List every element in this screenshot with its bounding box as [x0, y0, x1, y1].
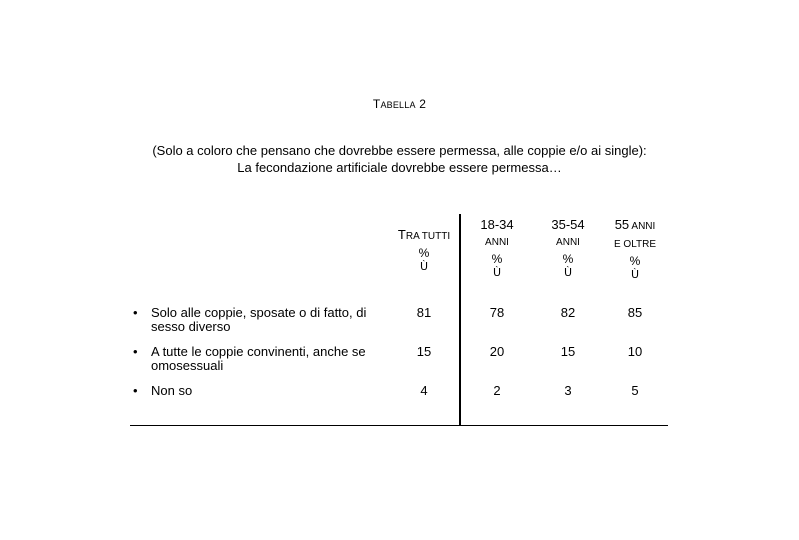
- cell-55-plus: 10: [627, 344, 643, 359]
- bullet-icon: •: [133, 383, 138, 398]
- cell-18-34: 78: [489, 305, 505, 320]
- column-header-55-plus: 55 ANNI E OLTRE % Ù: [600, 218, 670, 282]
- cell-35-54: 82: [560, 305, 576, 320]
- bullet-icon: •: [133, 305, 138, 320]
- cell-35-54: 15: [560, 344, 576, 359]
- row-label: Solo alle coppie, sposate o di fatto, di sesso diverso: [151, 305, 367, 334]
- column-symbol: Ù: [492, 266, 502, 279]
- column-header-35-54: 35-54 ANNI % Ù: [541, 218, 595, 280]
- cell-55-plus: 85: [627, 305, 643, 320]
- row-label: A tutte le coppie convinenti, anche se omosessuali: [151, 344, 366, 373]
- column-symbol: Ù: [419, 260, 429, 273]
- column-symbol: Ù: [630, 268, 640, 281]
- bullet-icon: •: [133, 344, 138, 359]
- cell-total: 4: [420, 383, 428, 398]
- column-header-total: TRA TUTTI % Ù: [385, 228, 463, 274]
- cell-18-34: 20: [489, 344, 505, 359]
- cell-total: 81: [416, 305, 432, 320]
- row-label: Non so: [151, 383, 193, 398]
- column-divider: [459, 214, 461, 426]
- cell-35-54: 3: [564, 383, 572, 398]
- cell-55-plus: 5: [631, 383, 639, 398]
- cell-total: 15: [416, 344, 432, 359]
- column-header-18-34: 18-34 ANNI % Ù: [470, 218, 524, 280]
- subtitle-line-1: (Solo a coloro che pensano che dovrebbe essere permessa, alle coppie e/o ai single):: [152, 143, 647, 158]
- column-symbol: Ù: [563, 266, 573, 279]
- subtitle-line-2: La fecondazione artificiale dovrebbe essere permessa…: [237, 160, 562, 175]
- cell-18-34: 2: [493, 383, 501, 398]
- table-title: TABELLA 2: [372, 97, 427, 111]
- table-bottom-rule: [130, 425, 668, 426]
